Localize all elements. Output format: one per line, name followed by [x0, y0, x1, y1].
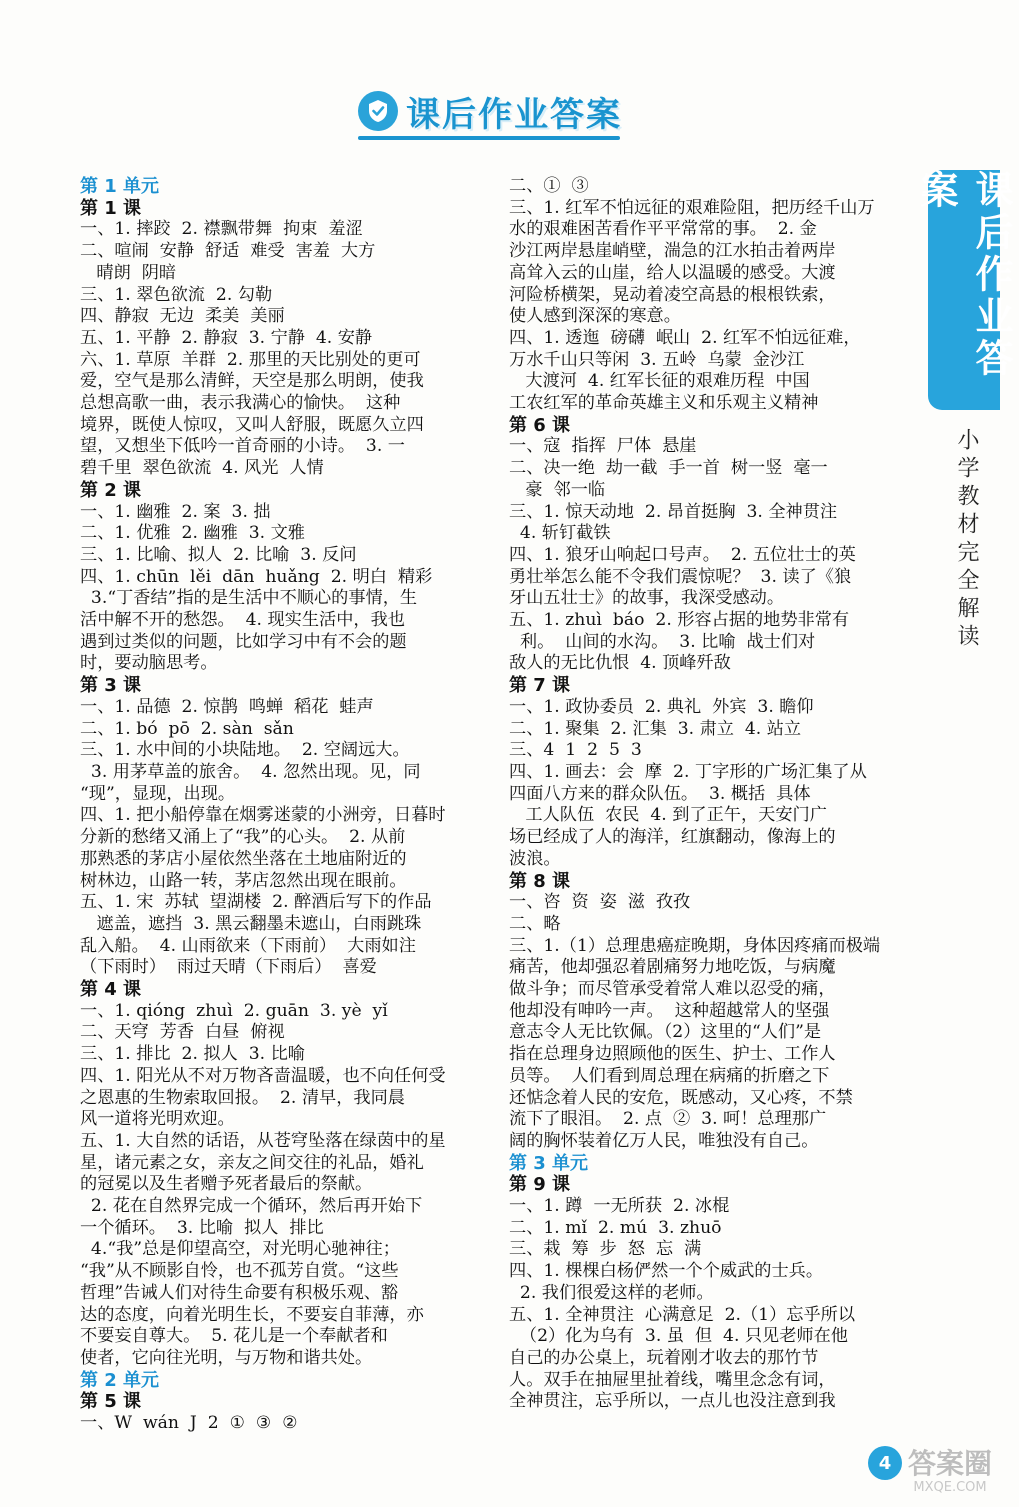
answer-line: 大渡河 4. 红军长征的艰难历程 中国 [509, 371, 810, 392]
answer-line: 意志令人无比钦佩。（2）这里的“人们”是 [509, 1022, 822, 1043]
lesson-heading: 第 8 课 [509, 870, 571, 892]
answer-line: 工人队伍 农民 4. 到了正午，天安门广 [509, 805, 827, 826]
answer-line: 三、1. 翠色欲流 2. 勾勒 [80, 284, 273, 305]
answer-line: 3. 用茅草盖的旅舍。 4. 忽然出现。见，同 [80, 761, 421, 782]
answer-line: 二、天穹 芳香 白昼 俯视 [80, 1022, 285, 1043]
answer-line: 四、1. 透迤 磅礴 岷山 2. 红军不怕远征难， [509, 327, 861, 348]
answer-line: 哲理”告诫人们对待生命要有积极乐观、豁 [80, 1282, 399, 1303]
answer-line: 一、1. 蹲 一无所获 2. 冰棍 [509, 1196, 730, 1217]
lesson-heading: 第 6 课 [509, 414, 571, 436]
answer-line: 晴朗 阴暗 [80, 262, 177, 283]
lesson-heading: 第 4 课 [80, 979, 142, 1001]
answer-line: 总想高歌一曲，表示我满心的愉快。 这种 [80, 393, 401, 414]
answer-line: 全神贯注，忘乎所以，一点儿也没注意到我 [509, 1391, 836, 1412]
answer-line: 2. 我们很爱这样的老师。 [509, 1282, 714, 1303]
answer-line: 境界，既使人惊叹，又叫人舒服，既愿久立四 [80, 414, 424, 435]
watermark [905, 1448, 995, 1502]
answer-line: 四面八方来的群众队伍。 3. 概括 具体 [509, 783, 811, 804]
answer-line: “我”从不顾影自怜，也不孤芳自赏。“这些 [80, 1261, 399, 1282]
answer-line: 他却没有呻吟一声。 这种超越常人的坚强 [509, 1000, 830, 1021]
answer-line: 一、咨 资 姿 滋 孜孜 [509, 892, 691, 913]
answer-line: 望，又想坐下低吟一首奇丽的小诗。 3. 一 [80, 436, 405, 457]
shield-check-icon [358, 91, 398, 131]
answer-line: 一、1. 品德 2. 惊鹊 鸣蝉 稻花 蛙声 [80, 696, 374, 717]
answer-line: 爱，空气是那么清鲜，天空是那么明朗，使我 [80, 371, 424, 392]
answer-line: 4.“我”总是仰望高空，对光明心驰神往； [80, 1239, 400, 1260]
answer-line: 五、1. 全神贯注 心满意足 2.（1）忘乎所以 [509, 1304, 856, 1325]
answer-line: 2. 花在自然界完成一个循环，然后再开始下 [80, 1196, 423, 1217]
answer-line: 三、1. 红军不怕远征的艰难险阻，把历经千山万 [509, 197, 875, 218]
answer-line: 五、1. 平静 2. 静寂 3. 宁静 4. 安静 [80, 327, 373, 348]
answer-line: 一、寇 指挥 尸体 悬崖 [509, 436, 697, 457]
answer-line: 分新的愁绪又涌上了“我”的心头。 2. 从前 [80, 827, 406, 848]
answer-line: 四、1. chūn lěi dān huǎng 2. 明白 精彩 [80, 566, 433, 587]
right-column [509, 176, 913, 1413]
answer-line: 一、W wán J 2 ① ③ ② [80, 1413, 298, 1434]
answer-line: 一、1. 摔跤 2. 襟飘带舞 拘束 羞涩 [80, 219, 363, 240]
answer-line: 一、1. 政协委员 2. 典礼 外宾 3. 瞻仰 [509, 696, 814, 717]
lesson-heading: 第 9 课 [509, 1174, 571, 1196]
answer-line: 三、1. 比喻、拟人 2. 比喻 3. 反问 [80, 544, 357, 565]
answer-line: 自己的办公桌上，玩着刚才收去的那竹节 [509, 1347, 819, 1368]
answer-line: 高耸入云的山崖，给人以温暖的感受。大渡 [509, 262, 836, 283]
answer-line: 牙山五壮士》的故事，我深受感动。 [509, 588, 785, 609]
answer-line: 遇到过类似的问题，比如学习中有不会的题 [80, 631, 407, 652]
answer-line: 二、1. 优雅 2. 幽雅 3. 文雅 [80, 523, 305, 544]
answer-line: 三、栽 筹 步 怒 忘 满 [509, 1239, 702, 1260]
answer-line: 二、1. 聚集 2. 汇集 3. 肃立 4. 站立 [509, 718, 802, 739]
page-title: 课后作业答案 [406, 94, 622, 135]
answer-line: 五、1. 宋 苏轼 望湖楼 2. 醉酒后写下的作品 [80, 892, 432, 913]
answer-line: 沙江两岸悬崖峭壁，湍急的江水拍击着两岸 [509, 241, 836, 262]
answer-line: 四、1. 画去：会 摩 2. 丁字形的广场汇集了从 [509, 761, 867, 782]
page-number: 4 [868, 1446, 902, 1480]
answer-line: 乱入船。 4. 山雨欲来（下雨前） 大雨如注 [80, 935, 416, 956]
answer-line: 六、1. 草原 羊群 2. 那里的天比别处的更可 [80, 349, 421, 370]
answer-line: 三、1. 水中间的小块陆地。 2. 空阔远大。 [80, 740, 410, 761]
answer-line: 使人感到深深的寒意。 [509, 306, 681, 327]
answer-line: 4. 斩钉截铁 [509, 523, 611, 544]
lesson-heading: 第 5 课 [80, 1391, 142, 1413]
lesson-heading: 第 7 课 [509, 675, 571, 697]
unit-heading: 第 1 单元 [80, 176, 160, 197]
answer-line: 三、1.（1）总理患癌症晚期，身体因疼痛而极端 [509, 935, 881, 956]
answer-line: 做斗争；而尽管承受着常人难以忍受的痛， [509, 979, 836, 1000]
answer-line: 一、1. 幽雅 2. 案 3. 拙 [80, 501, 271, 522]
answer-line: 五、1. 大自然的话语，从苍穹坠落在绿茵中的星 [80, 1130, 446, 1151]
unit-heading: 第 3 单元 [509, 1152, 589, 1174]
answer-line: 碧千里 翠色欲流 4. 风光 人情 [80, 458, 324, 479]
lesson-heading: 第 2 课 [80, 479, 142, 501]
side-tab-title: 课后作业答案 [914, 170, 1013, 380]
answer-line: 那熟悉的茅店小屋依然坐落在土地庙附近的 [80, 848, 407, 869]
answer-line: 流下了眼泪。 2. 点 ② 3. 呵！总理那广 [509, 1109, 827, 1130]
answer-line: 四、静寂 无边 柔美 美丽 [80, 306, 285, 327]
answer-line: 三、1. 排比 2. 拟人 3. 比喻 [80, 1044, 305, 1065]
answer-line: 使者，它向往光明，与万物和谐共处。 [80, 1347, 373, 1368]
answer-line: 树林边，山路一转，茅店忽然出现在眼前。 [80, 870, 407, 891]
answer-line: 活中解不开的愁怨。 4. 现实生活中，我也 [80, 610, 405, 631]
page-header [358, 84, 622, 138]
watermark-logo: 答案圈 [907, 1447, 992, 1480]
answer-line: “现”，显现，出现。 [80, 783, 236, 804]
answer-line: 利。 山间的水沟。 3. 比喻 战士们对 [509, 631, 816, 652]
answer-line: 风一道将光明欢迎。 [80, 1109, 235, 1130]
answer-line: 人。双手在抽屉里扯着线，嘴里念念有词， [509, 1369, 836, 1390]
answer-line: 勇壮举怎么能不令我们震惊呢？ 3. 读了《狼 [509, 566, 852, 587]
title-underline [358, 136, 620, 140]
left-column [80, 176, 487, 1435]
answer-line: 五、1. zhuì báo 2. 形容占据的地势非常有 [509, 610, 850, 631]
answer-line: 场已经成了人的海洋，红旗翻动，像海上的 [509, 827, 836, 848]
answer-line: 之恩惠的生物索取回报。 2. 清早，我同晨 [80, 1087, 405, 1108]
side-tab [914, 170, 1013, 410]
answer-line: 敌人的无比仇恨 4. 顶峰歼敌 [509, 653, 731, 674]
answer-line: 的冠冕以及生者赠予死者最后的祭献。 [80, 1174, 373, 1195]
answer-line: 波浪。 [509, 848, 561, 869]
answer-line: 达的态度，向着光明生长，不要妄自菲薄，亦 [80, 1304, 424, 1325]
side-subtitle: 小学教材完全解读 [954, 428, 979, 652]
answer-line: （下雨时） 雨过天晴（下雨后） 喜爱 [80, 957, 377, 978]
answer-line: 员等。 人们看到周总理在病痛的折磨之下 [509, 1065, 830, 1086]
lesson-heading: 第 1 课 [80, 197, 142, 219]
unit-heading: 第 2 单元 [80, 1369, 160, 1391]
answer-line: 四、1. 棵棵白杨俨然一个个威武的士兵。 [509, 1261, 824, 1282]
answer-line: 痛苦，他却强忍着剧痛努力地吃饭，与病魔 [509, 957, 836, 978]
answer-line: 星，诸元素之女，亲友之间交往的礼品，婚礼 [80, 1152, 424, 1173]
watermark-url: MXQE.COM [913, 1480, 987, 1495]
answer-line: 遮盖，遮挡 3. 黑云翻墨未遮山，白雨跳珠 [80, 913, 422, 934]
answer-line: （2）化为乌有 3. 虽 但 4. 只见老师在他 [509, 1326, 848, 1347]
answer-line: 3.“丁香结”指的是生活中不顺心的事情，生 [80, 588, 418, 609]
lesson-heading: 第 3 课 [80, 675, 142, 697]
answer-line: 二、决一绝 劫一截 手一首 树一竖 毫一 [509, 458, 828, 479]
answer-line: 水的艰难困苦看作平平常常的事。 2. 金 [509, 219, 817, 240]
answer-line: 四、1. 阳光从不对万物吝啬温暖，也不向任何受 [80, 1065, 446, 1086]
answer-line: 不要妄自尊大。 5. 花儿是一个奉献者和 [80, 1326, 388, 1347]
answer-line: 万水千山只等闲 3. 五岭 乌蒙 金沙江 [509, 349, 805, 370]
answer-line: 一、1. qióng zhuì 2. guān 3. yè yǐ [80, 1000, 388, 1021]
answer-line: 四、1. 狼牙山响起口号声。 2. 五位壮士的英 [509, 544, 856, 565]
answer-line: 时，要动脑思考。 [80, 653, 218, 674]
answer-line: 三、1. 惊天动地 2. 昂首挺胸 3. 全神贯注 [509, 501, 838, 522]
answer-line: 四、1. 把小船停靠在烟雾迷蒙的小洲旁，日暮时 [80, 805, 446, 826]
answer-line: 二、喧闹 安静 舒适 难受 害羞 大方 [80, 241, 376, 262]
answer-line: 阔的胸怀装着亿万人民，唯独没有自己。 [509, 1130, 819, 1151]
answer-line: 还惦念着人民的安危，既感动，又心疼，不禁 [509, 1087, 853, 1108]
answer-line: 二、1. mǐ 2. mú 3. zhuō [509, 1217, 722, 1238]
answer-line: 指在总理身边照顾他的医生、护士、工作人 [509, 1044, 836, 1065]
answer-line: 豪 邻一临 [509, 479, 606, 500]
answer-line: 二、1. bó pō 2. sàn sǎn [80, 718, 294, 739]
answer-line: 二、略 [509, 913, 561, 934]
answer-line: 工农红军的革命英雄主义和乐观主义精神 [509, 393, 819, 414]
answer-line: 二、① ③ [509, 176, 589, 196]
answer-line: 河险桥横架，晃动着凌空高悬的根根铁索， [509, 284, 836, 305]
answer-line: 三、4 1 2 5 3 [509, 740, 642, 761]
answer-line: 一个循环。 3. 比喻 拟人 排比 [80, 1217, 324, 1238]
